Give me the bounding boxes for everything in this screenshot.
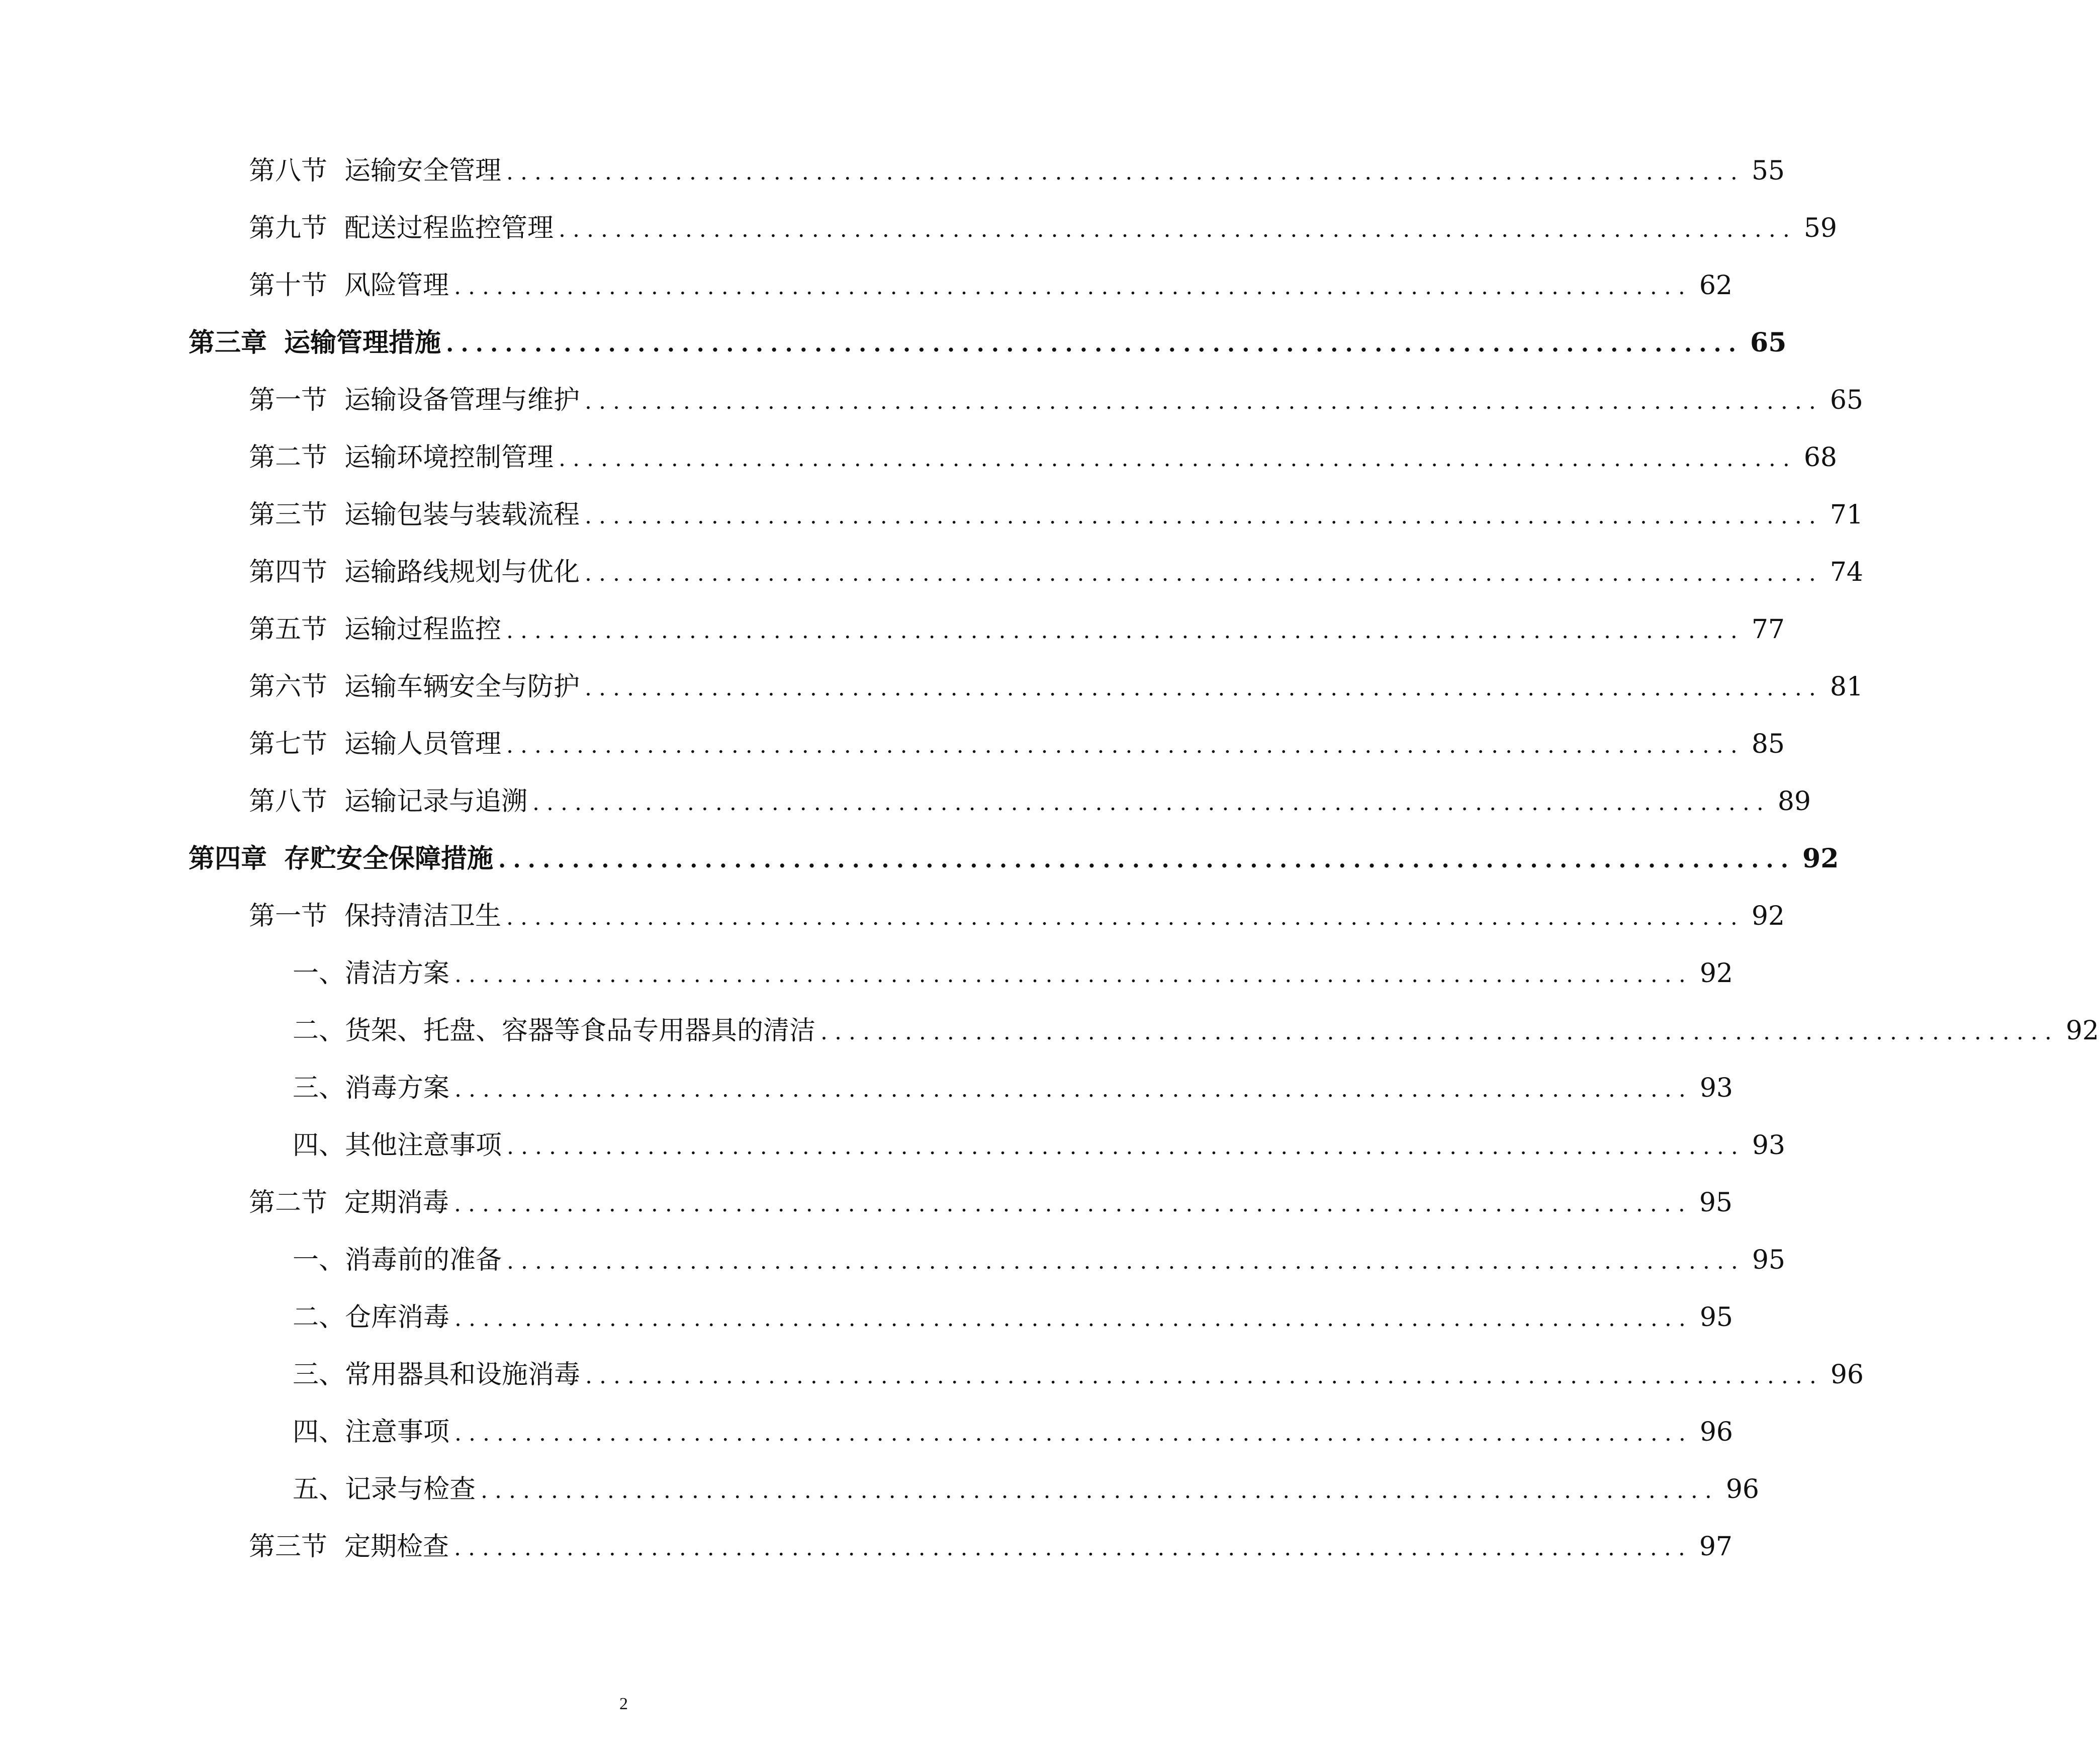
toc-subentry[interactable] [293,1355,1864,1395]
toc-entry-page: 65 [1830,385,1863,415]
toc-leader-dots: ........................................................................................ [559,446,1797,472]
toc-entry-number: 一、 [293,958,345,989]
toc-entry-page: 96 [1830,1360,1864,1390]
toc-entry-title: 运输过程监控 [344,614,502,645]
toc-subentry[interactable] [293,1011,2099,1051]
toc-leader-dots: ........................................................................................ [498,847,1796,873]
toc-leader-dots: ........................................................................................ [507,1249,1745,1274]
toc-entry-title: 常用器具和设施消毒 [345,1360,581,1390]
toc-entry-number: 第一节 [249,901,328,931]
toc-entry-title: 注意事项 [345,1417,450,1447]
toc-subentry[interactable] [293,953,1733,994]
toc-subentry[interactable] [293,1240,1785,1280]
toc-entry-number: 第一节 [249,385,328,415]
toc-entry-title: 清洁方案 [345,958,450,989]
toc-entry-title: 运输记录与追溯 [344,786,528,817]
toc-entry[interactable] [249,781,1811,822]
toc-entry-number: 第二节 [249,1188,328,1218]
toc-subentry[interactable] [293,1125,1785,1166]
toc-entry[interactable] [249,208,1837,248]
toc-entry-number: 第十节 [249,271,328,301]
toc-subentry[interactable] [293,1412,1733,1452]
toc-entry[interactable] [249,667,1863,707]
toc-entry-page: 95 [1752,1245,1785,1275]
toc-leader-dots: ........................................................................................ [820,1019,2059,1045]
toc-entry-number: 第六节 [249,672,328,702]
toc-leader-dots: ........................................................................................ [507,1134,1745,1160]
toc-entry[interactable] [249,380,1863,420]
toc-entry-number: 第三章 [189,327,267,358]
toc-leader-dots: ........................................................................................ [506,618,1745,644]
toc-entry-page: 85 [1751,729,1785,759]
toc-chapter-entry[interactable] [189,839,1839,879]
toc-leader-dots: ........................................................................................ [585,561,1823,586]
toc-entry-page: 92 [1699,958,1733,989]
toc-leader-dots: ........................................................................................ [481,1478,1719,1504]
toc-subentry[interactable] [293,1068,1733,1108]
toc-leader-dots: ........................................................................................ [585,1363,1823,1389]
toc-entry-title: 消毒前的准备 [345,1245,502,1275]
toc-leader-dots: ........................................................................................ [454,1191,1692,1217]
toc-leader-dots: ........................................................................................ [559,217,1797,242]
toc-entry-title: 其他注意事项 [345,1130,502,1161]
toc-entry-title: 运输车辆安全与防护 [344,672,580,702]
toc-entry-number: 第三节 [249,500,328,530]
toc-leader-dots: ........................................................................................ [506,905,1745,930]
toc-entry-title: 定期消毒 [344,1188,449,1218]
toc-entry-title: 运输环境控制管理 [344,443,554,473]
toc-entry-number: 四、 [293,1130,345,1161]
toc-entry-page: 92 [1802,843,1839,874]
toc-entry[interactable] [249,151,1785,191]
toc-leader-dots: ........................................................................................ [454,1421,1693,1446]
toc-entry-title: 消毒方案 [345,1073,450,1103]
toc-entry-number: 第四节 [249,557,328,587]
toc-entry-page: 74 [1830,557,1863,587]
toc-entry-number: 第七节 [249,729,328,759]
toc-entry-number: 第四章 [189,843,267,874]
toc-subentry[interactable] [293,1297,1733,1338]
toc-entry[interactable] [249,609,1785,650]
toc-entry-title: 仓库消毒 [345,1302,450,1333]
toc-leader-dots: ........................................................................................ [446,331,1744,357]
toc-entry-number: 第九节 [249,213,328,243]
toc-entry[interactable] [249,1527,1732,1567]
toc-leader-dots: ........................................................................................ [454,1077,1693,1102]
toc-entry-page: 55 [1751,156,1785,186]
toc-entry-page: 97 [1699,1532,1732,1562]
toc-leader-dots: ........................................................................................ [454,962,1693,988]
toc-leader-dots: ........................................................................................ [506,159,1745,185]
toc-entry-number: 四、 [293,1417,345,1447]
toc-entry-title: 保持清洁卫生 [344,901,502,931]
toc-entry-number: 二、 [293,1302,345,1333]
toc-leader-dots: ........................................................................................ [585,503,1823,529]
toc-entry-title: 运输包装与装载流程 [344,500,580,530]
toc-entry-title: 运输人员管理 [344,729,502,759]
toc-leader-dots: ........................................................................................ [585,389,1823,414]
toc-chapter-entry[interactable] [189,323,1787,363]
toc-entry-title: 存贮安全保障措施 [284,843,494,874]
toc-leader-dots: ........................................................................................ [454,1306,1693,1332]
toc-entry-page: 95 [1699,1302,1733,1333]
toc-entry-page: 65 [1750,327,1787,358]
toc-entry-page: 96 [1725,1474,1759,1505]
toc-leader-dots: ........................................................................................ [454,1535,1692,1561]
toc-entry[interactable] [249,1183,1732,1223]
toc-entry-page: 92 [2065,1016,2099,1046]
toc-entry-number: 第二节 [249,443,328,473]
toc-entry-number: 第五节 [249,614,328,645]
toc-leader-dots: ........................................................................................ [506,733,1745,758]
toc-entry-page: 77 [1751,614,1785,645]
toc-entry-page: 95 [1699,1188,1732,1218]
toc-entry-page: 81 [1830,672,1863,702]
toc-entry-title: 货架、托盘、容器等食品专用器具的清洁 [345,1016,816,1046]
toc-entry-page: 59 [1803,213,1837,243]
toc-leader-dots: ........................................................................................ [532,790,1771,816]
toc-entry-number: 五、 [293,1474,345,1505]
page-number: 2 [619,1695,628,1713]
toc-entry-title: 风险管理 [344,271,449,301]
toc-entry[interactable] [249,437,1837,478]
toc-entry-page: 93 [1699,1073,1733,1103]
toc-entry-page: 92 [1751,901,1785,931]
toc-entry-page: 68 [1803,443,1837,473]
toc-subentry[interactable] [293,1469,1759,1510]
toc-entry-title: 定期检查 [344,1532,449,1562]
toc-entry-number: 第八节 [249,156,328,186]
toc-entry[interactable] [249,266,1732,306]
toc-entry-number: 第八节 [249,786,328,817]
toc-entry-page: 93 [1752,1130,1785,1161]
toc-entry[interactable] [249,896,1785,936]
toc-entry[interactable] [249,552,1863,592]
toc-entry[interactable] [249,495,1863,535]
toc-entry-number: 一、 [293,1245,345,1275]
toc-entry[interactable] [249,724,1785,764]
toc-entry-title: 运输管理措施 [284,327,441,358]
toc-entry-title: 记录与检查 [345,1474,476,1505]
toc-entry-number: 三、 [293,1360,345,1390]
toc-entry-title: 配送过程监控管理 [344,213,554,243]
toc-entry-title: 运输路线规划与优化 [344,557,580,587]
toc-entry-number: 三、 [293,1073,345,1103]
toc-entry-page: 89 [1777,786,1811,817]
toc-entry-title: 运输安全管理 [344,156,502,186]
toc-leader-dots: ........................................................................................ [585,675,1823,701]
toc-entry-page: 96 [1699,1417,1733,1447]
toc-entry-number: 第三节 [249,1532,328,1562]
toc-leader-dots: ........................................................................................ [454,274,1692,300]
toc-entry-title: 运输设备管理与维护 [344,385,580,415]
toc-entry-number: 二、 [293,1016,345,1046]
toc-entry-page: 62 [1699,271,1732,301]
toc-entry-page: 71 [1830,500,1863,530]
